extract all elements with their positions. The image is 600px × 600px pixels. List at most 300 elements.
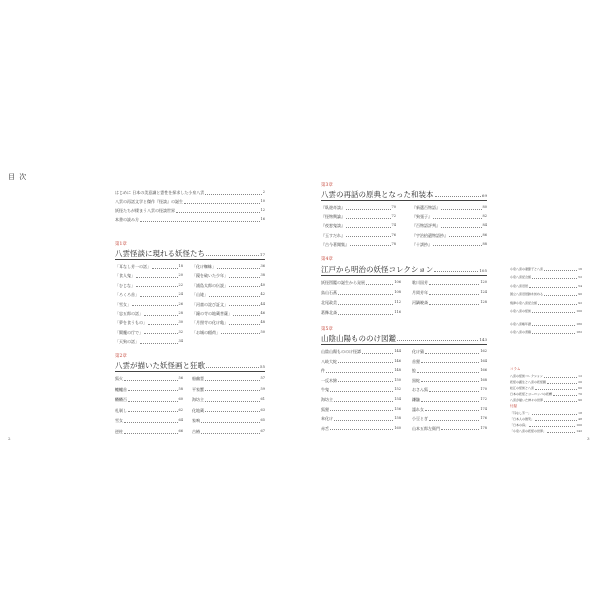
toc-entry-label: 月岡芳年	[412, 290, 428, 295]
toc-entry-label: 牛鬼	[321, 387, 329, 393]
leader-dots	[532, 330, 575, 334]
leader-dots	[532, 275, 577, 279]
toc-entry-label: はじめに 日本の美意識と霊性を探求した小泉八雲	[115, 190, 205, 195]
leader-dots	[217, 265, 260, 269]
toc-entry-label: 小泉八雲の怪談	[510, 309, 532, 313]
toc-entry-page: 32	[178, 329, 183, 334]
toc-entry-page: 76	[391, 232, 396, 237]
toc-entry-label: 『玉すだれ』	[321, 232, 345, 238]
toc-entry	[115, 408, 183, 413]
toc-entry-page: 22	[178, 282, 183, 287]
leader-dots	[544, 374, 577, 378]
toc-entry	[510, 309, 582, 313]
leader-dots	[330, 388, 393, 392]
toc-entry-page: 66	[178, 429, 183, 433]
toc-entry	[412, 416, 487, 421]
toc-entry-label: 「むじな」	[115, 282, 135, 288]
toc-entry-label: 山陰山陽もののけ怪譚	[321, 349, 361, 354]
toc-entry-page: 178	[480, 425, 487, 430]
toc-entry	[115, 283, 183, 288]
toc-entry-label: 「ろくろ首」	[115, 292, 139, 298]
toc-entry	[510, 411, 582, 415]
toc-entry	[412, 214, 487, 219]
toc-entry-page: 166	[480, 368, 487, 373]
toc-entry	[412, 233, 487, 238]
leader-dots	[148, 321, 178, 325]
toc-entry-label: 歌川国芳	[412, 280, 428, 285]
toc-entry-label: 赤舌	[321, 425, 329, 431]
toc-entry-page: 12	[578, 374, 582, 378]
toc-entry	[321, 407, 401, 412]
leader-dots	[338, 359, 393, 363]
toc-entry-page: 86	[482, 232, 487, 237]
toc-entry-page: 92	[578, 300, 582, 305]
leader-dots	[144, 312, 178, 316]
toc-entry	[510, 322, 582, 326]
toc-entry-page: 62	[178, 407, 183, 412]
toc-entry-page: 16	[260, 217, 265, 221]
leader-dots	[128, 398, 178, 402]
toc-entry-page: 108	[394, 290, 401, 294]
toc-entry-label: 「小泉八雲の妖怪の世界」	[510, 429, 547, 433]
chapter-3-label: 第3章	[321, 183, 333, 188]
toc-entry	[321, 349, 401, 354]
toc-entry	[412, 387, 487, 392]
toc-entry	[412, 368, 487, 373]
toc-entry	[192, 302, 265, 307]
chapter-3-page: 69	[481, 193, 487, 198]
toc-entry	[192, 330, 265, 335]
leader-dots	[429, 301, 479, 305]
toc-entry-label: 八岐大蛇	[321, 358, 337, 364]
toc-entry-label: 狐火	[115, 376, 123, 381]
toc-entry-label: 件	[321, 368, 325, 374]
toc-entry-page: 78	[391, 241, 396, 246]
toc-entry	[321, 368, 401, 373]
chapter-5-title	[321, 333, 487, 344]
toc-entry-label: 「河童の詫び証文」	[192, 301, 228, 307]
toc-entry	[321, 300, 401, 305]
toc-entry-page: 90	[578, 292, 582, 297]
toc-entry	[192, 320, 265, 325]
toc-entry-page: 34	[178, 339, 183, 344]
toc-entry	[510, 398, 582, 402]
toc-entry-page: 2	[262, 190, 265, 194]
toc-entry	[412, 359, 487, 364]
toc-entry	[510, 330, 582, 334]
toc-entry	[321, 378, 401, 383]
leader-dots	[330, 407, 393, 411]
chapter-1-rule	[115, 259, 265, 260]
leader-dots	[176, 209, 260, 213]
toc-entry-label: 焼津小泉八雲記念館	[510, 300, 538, 305]
toc-entry-page: 154	[394, 397, 401, 401]
chapter-4-page: 105	[479, 268, 487, 273]
toc-entry-page: 84	[482, 223, 487, 228]
leader-dots	[136, 283, 178, 287]
toc-entry	[192, 292, 265, 297]
toc-entry-label: 河鍋暁斎	[412, 300, 428, 305]
toc-entry-label: 小泉八雲略年譜	[510, 322, 532, 326]
toc-entry-page: 24	[178, 292, 183, 297]
leader-dots	[532, 309, 575, 313]
leader-dots	[346, 206, 391, 210]
toc-entry-label: 日本の妖怪とヨーロッパの妖精	[510, 392, 552, 396]
toc-entry	[510, 386, 582, 390]
toc-entry-page: 152	[394, 387, 401, 392]
toc-entry-page: 20	[178, 273, 183, 278]
toc-entry-label: 八雲の再話文学と傑作『怪談』の誕生	[115, 199, 183, 204]
leader-dots	[140, 218, 260, 222]
leader-dots	[229, 321, 260, 325]
chapter-3-rule	[321, 200, 487, 201]
toc-entry-label: 鳥山石燕	[321, 290, 337, 295]
toc-entry-page: 63	[260, 407, 265, 412]
toc-entry-page: 116	[394, 310, 401, 314]
toc-entry	[510, 301, 582, 305]
leader-dots	[429, 388, 479, 392]
toc-entry-page: 70	[578, 392, 582, 396]
toc-entry	[321, 242, 396, 247]
toc-entry	[115, 199, 265, 204]
toc-entry-label: 「化け蜘蛛」	[192, 264, 216, 269]
leader-dots	[205, 377, 260, 381]
leader-dots	[338, 291, 393, 295]
toc-entry-label: 『古今著聞集』	[321, 241, 349, 247]
chapter-4-title-text: 江戸から明治の妖怪コレクション	[321, 265, 434, 274]
leader-dots	[140, 340, 178, 344]
toc-entry-page: 164	[480, 358, 487, 363]
toc-entry	[115, 292, 183, 297]
leader-dots	[128, 408, 178, 412]
toc-entry-label: 狐狸	[321, 406, 329, 412]
toc-entry-label: 「浦島太郎の伝説」	[192, 282, 228, 288]
toc-entry	[115, 330, 183, 335]
leader-dots	[421, 398, 479, 402]
toc-entry-label: 山本五郎左衛門	[412, 425, 440, 431]
toc-entry-page: 124	[480, 290, 487, 294]
toc-entry-label: 「お城の稲荷」	[192, 329, 220, 335]
toc-entry-page: 12	[260, 208, 265, 212]
leader-dots	[421, 359, 479, 363]
toc-entry-page: 65	[260, 418, 265, 423]
toc-entry-page: 38	[260, 273, 265, 278]
leader-dots	[132, 302, 178, 306]
toc-entry-page: 70	[391, 205, 396, 209]
leader-dots	[544, 292, 577, 296]
toc-entry-label: おさん狐	[412, 387, 428, 393]
toc-entry-label: 『十訓抄』	[412, 241, 432, 247]
toc-entry	[115, 208, 265, 213]
toc-entry	[192, 387, 265, 392]
toc-entry-label: 小豆とぎ	[412, 416, 428, 422]
toc-entry-label: 『狗張子』	[412, 214, 432, 220]
toc-entry-label: 雪女	[115, 418, 123, 424]
toc-entry-page: 106	[394, 280, 401, 284]
leader-dots	[136, 274, 178, 278]
leader-dots	[128, 387, 178, 391]
toc-entry	[115, 397, 183, 402]
toc-entry	[412, 242, 487, 247]
toc-entry-page: 74	[391, 223, 396, 228]
toc-entry-label: 札剝し	[115, 407, 127, 413]
toc-entry-page: 28	[178, 311, 183, 315]
toc-entry-label: 「閻魔の庁で」	[115, 329, 143, 335]
toc-entry	[321, 280, 401, 285]
toc-entry-label: 「月照寺の化け亀」	[192, 320, 228, 326]
leader-dots	[205, 191, 261, 195]
leader-dots	[417, 369, 479, 373]
toc-entry-page: 88	[482, 241, 487, 246]
toc-entry	[321, 290, 401, 295]
leader-dots	[350, 242, 391, 246]
column-label: コラム	[510, 367, 521, 371]
toc-entry-label: 「夢を食うもの」	[115, 320, 147, 326]
leader-dots	[553, 392, 577, 396]
toc-entry	[412, 290, 487, 295]
toc-entry-label: 松江の怪談と八雲	[510, 386, 535, 390]
leader-dots	[201, 430, 260, 434]
toc-entry	[115, 339, 183, 344]
toc-entry-page: 67	[260, 429, 265, 433]
toc-entry-page: 20	[578, 380, 582, 384]
toc-entry	[412, 349, 487, 354]
toc-entry-label: 「天狗の話」	[115, 339, 139, 345]
toc-entry-label: 妖怪たちが棲まう八雲の怪談世界	[115, 208, 175, 213]
toc-entry-page: 120	[480, 280, 487, 284]
toc-entry-label: 『臥遊奇談』	[321, 205, 345, 210]
toc-entry-label: 海坊主	[321, 397, 333, 402]
chapter-2-label: 第2章	[115, 354, 127, 359]
toc-entry-label: 「鐘の寺の地蔵菩薩」	[192, 311, 232, 316]
leader-dots	[229, 283, 260, 287]
toc-entry-page: 30	[178, 320, 183, 325]
chapter-3-title	[321, 189, 487, 200]
toc-entry	[192, 408, 265, 413]
toc-entry	[321, 223, 396, 228]
leader-dots	[544, 398, 577, 402]
toc-entry	[321, 426, 401, 431]
toc-entry-page: 100	[576, 309, 582, 313]
chapter-2-title-text: 八雲が描いた妖怪画と狂歌	[115, 361, 205, 370]
toc-entry-label: 小泉八雲旧居	[510, 283, 529, 288]
toc-entry-page: 144	[394, 349, 401, 353]
toc-entry-page: 36	[260, 264, 265, 268]
toc-entry-label: 『夜窓鬼談』	[321, 223, 345, 229]
toc-entry	[192, 273, 265, 278]
toc-entry-page: 56	[178, 376, 183, 380]
toc-entry	[115, 429, 183, 434]
toc-entry-label: 鎌鼬	[412, 397, 420, 402]
toc-entry-page: 10	[260, 199, 265, 203]
toc-entry-page: 146	[394, 358, 401, 363]
toc-entry	[115, 320, 183, 325]
chapter-5-rule	[321, 344, 487, 345]
toc-entry-label: 幡幡百	[115, 397, 127, 403]
toc-entry-page: 42	[260, 292, 265, 297]
toc-entry-label: 八雲の怪談コレクション	[510, 374, 543, 378]
leader-dots	[326, 369, 393, 373]
toc-entry-label: 古椿	[192, 429, 200, 434]
toc-entry	[510, 284, 582, 288]
leader-dots	[538, 301, 577, 305]
leader-dots	[334, 417, 393, 421]
toc-entry-page: 90	[578, 398, 582, 402]
leader-dots	[529, 284, 577, 288]
toc-entry	[412, 205, 487, 210]
leader-dots	[124, 419, 178, 423]
toc-entry	[412, 426, 487, 431]
toc-entry	[115, 376, 183, 381]
toc-entry-page: 148	[394, 368, 401, 373]
toc-entry-label: 「耳なし芳一」	[510, 411, 532, 415]
toc-title: 目 次	[8, 173, 28, 181]
toc-entry	[510, 267, 582, 271]
leader-dots	[547, 429, 575, 433]
chapter-1-title-text: 八雲怪談に現れる妖怪たち	[115, 249, 205, 258]
toc-entry-page: 182	[576, 330, 582, 335]
toc-entry-label: 一反木綿	[321, 377, 337, 383]
toc-entry-page: 64	[178, 418, 183, 423]
leader-dots	[330, 426, 393, 430]
toc-entry	[115, 264, 183, 269]
toc-entry-label: 逆柱	[115, 429, 123, 434]
toc-entry-label: 家鳴	[192, 418, 200, 424]
toc-entry-label: 轆轤首	[115, 386, 127, 392]
toc-entry-label: 「山姥」	[192, 292, 208, 298]
toc-entry	[412, 407, 487, 412]
chapter-5-title-text: 山陰山陽もののけ図鑑	[321, 334, 396, 343]
toc-entry	[321, 416, 401, 421]
leader-dots	[441, 426, 479, 430]
leader-dots	[532, 411, 577, 415]
toc-entry-label: 化け猫	[412, 349, 424, 354]
toc-entry	[115, 418, 183, 423]
toc-entry	[192, 397, 265, 402]
toc-entry	[192, 264, 265, 269]
chapter-4-rule	[321, 275, 487, 276]
toc-entry-page: 59	[260, 386, 265, 391]
leader-dots	[152, 265, 178, 269]
toc-entry-label: 小泉八雲の妻節子と八雲	[510, 267, 544, 271]
chapter-4-title	[321, 264, 487, 275]
toc-entry-page: 48	[578, 417, 582, 421]
right-page-number: 3	[587, 436, 590, 441]
toc-entry-label: 本書の読み方	[115, 217, 139, 222]
toc-entry-label: 『宇治拾遺物語抄』	[412, 232, 448, 238]
toc-entry-page: 142	[576, 429, 582, 433]
leader-dots	[338, 301, 393, 305]
toc-entry-page: 82	[482, 214, 487, 219]
toc-entry-label: 『怪物輿論』	[321, 214, 345, 220]
toc-entry-page: 60	[578, 386, 582, 390]
toc-entry-page: 160	[394, 425, 401, 430]
toc-entry-page: 18	[178, 264, 183, 268]
toc-entry	[115, 273, 183, 278]
toc-entry-label: 首狸	[412, 358, 420, 364]
toc-entry-label: 「雪女」	[115, 301, 131, 307]
toc-entry-page: 174	[480, 406, 487, 411]
toc-entry-label: 傘化け	[321, 416, 333, 422]
leader-dots	[425, 350, 479, 354]
toc-entry	[192, 311, 265, 316]
toc-entry-label: 八雲が描いた神々の世界	[510, 398, 544, 402]
toc-entry-label: 「耳なし芳一の話」	[115, 264, 151, 269]
leader-dots	[221, 330, 260, 334]
toc-entry	[510, 429, 582, 433]
toc-entry-page: 61	[260, 397, 265, 402]
leader-dots	[346, 233, 391, 237]
toc-entry	[321, 205, 396, 210]
leader-dots	[205, 408, 260, 412]
toc-entry-label: 国立八雲旧居跡を訪ねる	[510, 292, 544, 297]
leader-dots	[433, 242, 482, 246]
leader-dots	[544, 267, 577, 271]
leader-dots	[334, 398, 393, 402]
chapter-1-title	[115, 248, 265, 259]
toc-entry-page: 54	[578, 283, 582, 288]
toc-entry-page: 52	[578, 275, 582, 280]
toc-entry	[115, 311, 183, 316]
toc-entry	[321, 214, 396, 219]
toc-entry	[412, 300, 487, 305]
leader-dots	[425, 407, 479, 411]
leader-dots	[441, 224, 482, 228]
chapter-5-label: 第5章	[321, 327, 333, 332]
leader-dots	[209, 293, 260, 297]
leader-dots	[338, 311, 393, 315]
toc-entry	[510, 275, 582, 279]
toc-entry	[115, 302, 183, 307]
toc-entry-page: 128	[480, 300, 487, 304]
toc-entry-page: 60	[178, 397, 183, 402]
toc-entry	[192, 429, 265, 434]
toc-entry-label: 船幽霊	[192, 376, 204, 381]
toc-entry	[412, 280, 487, 285]
toc-entry-label: 平家蟹	[192, 386, 204, 392]
toc-entry-label: 「日本の庭」	[510, 423, 529, 427]
toc-entry-label: 「日本人の微笑」	[510, 417, 535, 421]
leader-dots	[429, 291, 479, 295]
leader-dots	[124, 430, 178, 434]
toc-entry	[192, 376, 265, 381]
leader-dots	[441, 206, 482, 210]
leader-dots	[421, 378, 479, 382]
chapter-5-page: 143	[479, 337, 487, 342]
leader-dots	[449, 233, 482, 237]
toc-entry	[412, 223, 487, 228]
toc-entry	[115, 387, 183, 392]
leader-dots	[346, 215, 391, 219]
toc-entry-label: 北尾政美	[321, 300, 337, 305]
leader-dots	[124, 377, 178, 381]
toc-entry	[321, 233, 396, 238]
toc-entry-page: 168	[480, 377, 487, 382]
toc-entry	[510, 392, 582, 396]
toc-entry-label: 「忠五郎の話」	[115, 311, 143, 316]
leader-dots	[529, 423, 575, 427]
toc-entry-label: 「食人鬼」	[115, 273, 135, 279]
toc-entry-page: 162	[480, 349, 487, 353]
toc-entry-label: 黒蛇	[412, 377, 420, 383]
toc-entry-page: 26	[178, 301, 183, 306]
leader-dots	[535, 386, 577, 390]
chapter-1-page: 17	[259, 252, 265, 257]
leader-dots	[535, 417, 577, 421]
toc-entry	[510, 417, 582, 421]
leader-dots	[346, 224, 391, 228]
toc-entry-label: 化地蔵	[192, 407, 204, 413]
